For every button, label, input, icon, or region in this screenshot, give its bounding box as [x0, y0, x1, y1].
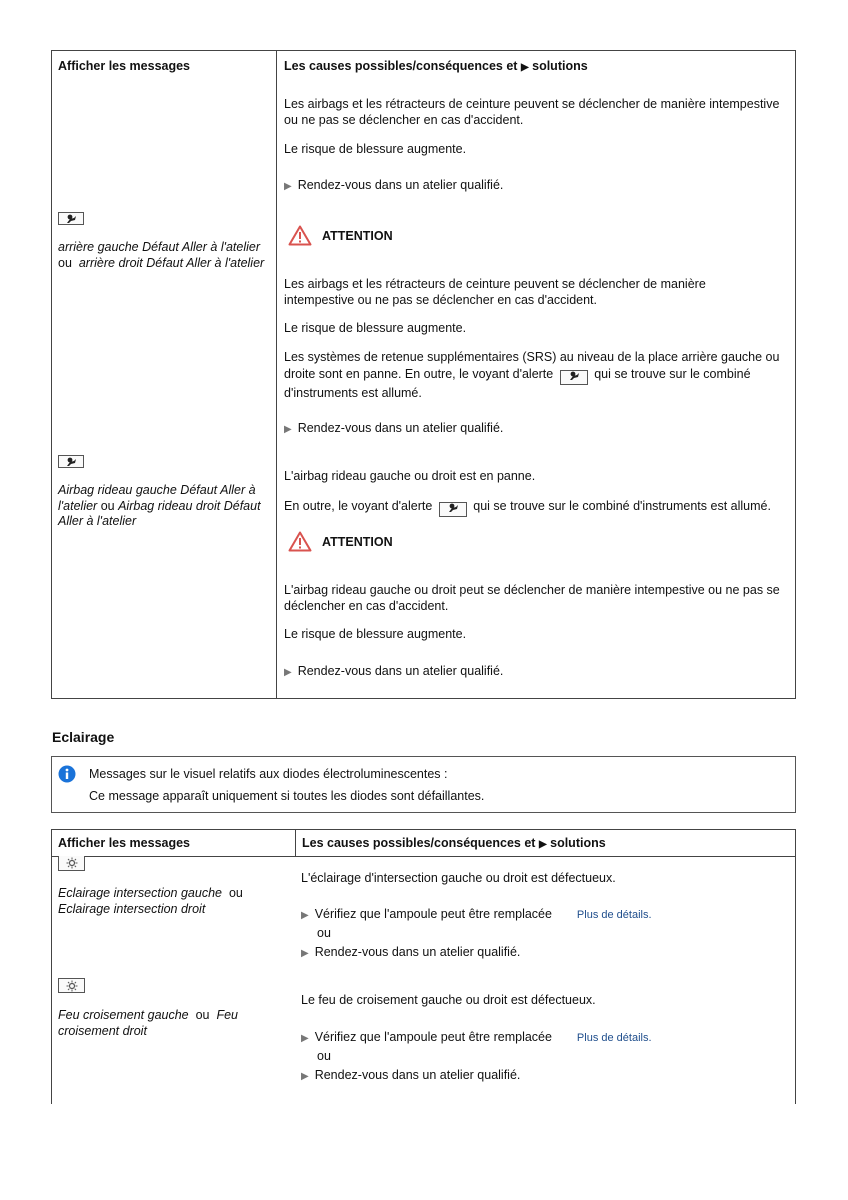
intro-action: ▶ Rendez-vous dans un atelier qualifié.: [284, 178, 504, 192]
row1-paragraph-3: Les systèmes de retenue supplémentaires (SRS) au niveau de la place arrière gauche ou droite sont en panne. En outre, le voyant d'alerte qui se trouve sur le combiné d'instruments est allumé.: [284, 350, 780, 400]
t2-row2-paragraph: Le feu de croisement gauche ou droit est défectueux.: [301, 993, 596, 1007]
play-arrow-icon: ▶: [538, 839, 547, 850]
warning-triangle-icon: [288, 531, 312, 552]
row1-paragraph-1: Les airbags et les rétracteurs de ceinture peuvent se déclencher de manière intempestive ou ne pas se déclencher en cas d'accident.: [284, 277, 706, 307]
t2-row1-message: Eclairage intersection gauche ou Eclairage intersection droit: [58, 886, 243, 916]
bullet-arrow-icon: ▶: [284, 667, 292, 678]
info-line-2: Ce message apparaît uniquement si toutes les diodes sont défaillantes.: [89, 789, 485, 803]
table2-header-messages: Afficher les messages: [58, 836, 191, 850]
table2-header-divider: [51, 856, 796, 857]
info-box: [51, 756, 796, 813]
bullet-arrow-icon: ▶: [301, 948, 309, 959]
t2-row2-action2: ▶ Rendez-vous dans un atelier qualifié.: [301, 1068, 521, 1082]
bullet-arrow-icon: ▶: [284, 181, 292, 192]
t2-row1-action1: ▶ Vérifiez que l'ampoule peut être remplacée Plus de détails.: [301, 907, 652, 921]
section-title: Eclairage: [52, 729, 115, 745]
table2-header-causes: Les causes possibles/conséquences et ▶ solutions: [302, 836, 606, 850]
row2-action: ▶ Rendez-vous dans un atelier qualifié.: [284, 664, 504, 678]
play-arrow-icon: ▶: [520, 62, 529, 73]
bullet-arrow-icon: ▶: [301, 910, 309, 921]
t2-row1-or: ou: [317, 926, 331, 940]
intro-paragraph-1: Les airbags et les rétracteurs de ceinture peuvent se déclencher de manière intempestive ou ne pas se déclencher en cas d'accident.: [284, 97, 780, 127]
bullet-arrow-icon: ▶: [301, 1071, 309, 1082]
table1-column-divider: [276, 50, 277, 699]
table1-header-causes: Les causes possibles/conséquences et ▶ solutions: [284, 59, 588, 73]
row2-paragraph-2: En outre, le voyant d'alerte qui se trouve sur le combiné d'instruments est allumé.: [284, 499, 794, 517]
t2-row2-action1: ▶ Vérifiez que l'ampoule peut être remplacée Plus de détails.: [301, 1030, 652, 1044]
more-details-link[interactable]: Plus de détails: [576, 909, 649, 921]
t2-row2-or: ou: [317, 1049, 331, 1063]
info-icon: [58, 765, 76, 783]
light-bulb-icon: [58, 856, 85, 871]
airbag-warning-icon: [560, 370, 588, 385]
row2-paragraph-1: L'airbag rideau gauche ou droit est en panne.: [284, 469, 536, 483]
row2-paragraph-3: L'airbag rideau gauche ou droit peut se déclencher de manière intempestive ou ne pas se déclencher en cas d'accident.: [284, 583, 780, 613]
table2-column-divider: [295, 829, 296, 857]
row2-paragraph-4: Le risque de blessure augmente.: [284, 627, 467, 641]
row2-message: Airbag rideau gauche Défaut Aller à l'atelier ou Airbag rideau droit Défaut Aller à l'atelier: [58, 483, 261, 528]
info-line-1: Messages sur le visuel relatifs aux diodes électroluminescentes :: [89, 767, 448, 781]
more-details-link[interactable]: Plus de détails: [576, 1032, 649, 1044]
table1-header-messages: Afficher les messages: [58, 59, 191, 73]
t2-row1-paragraph: L'éclairage d'intersection gauche ou droit est défectueux.: [301, 871, 616, 885]
light-bulb-icon: [58, 978, 85, 993]
bullet-arrow-icon: ▶: [284, 424, 292, 435]
row1-paragraph-2: Le risque de blessure augmente.: [284, 321, 467, 335]
row1-message: arrière gauche Défaut Aller à l'atelier ou arrière droit Défaut Aller à l'atelier: [58, 240, 265, 270]
bullet-arrow-icon: ▶: [301, 1033, 309, 1044]
intro-paragraph-2: Le risque de blessure augmente.: [284, 142, 467, 156]
t2-row1-action2: ▶ Rendez-vous dans un atelier qualifié.: [301, 945, 521, 959]
warning-triangle-icon: [288, 225, 312, 246]
airbag-warning-icon: [58, 212, 84, 225]
t2-row2-message: Feu croisement gauche ou Feu croisement droit: [58, 1008, 238, 1038]
attention-warning: ATTENTION: [288, 225, 393, 246]
attention-warning: ATTENTION: [288, 531, 393, 552]
airbag-warning-icon: [58, 455, 84, 468]
airbag-warning-icon: [439, 502, 467, 517]
row1-action: ▶ Rendez-vous dans un atelier qualifié.: [284, 421, 504, 435]
